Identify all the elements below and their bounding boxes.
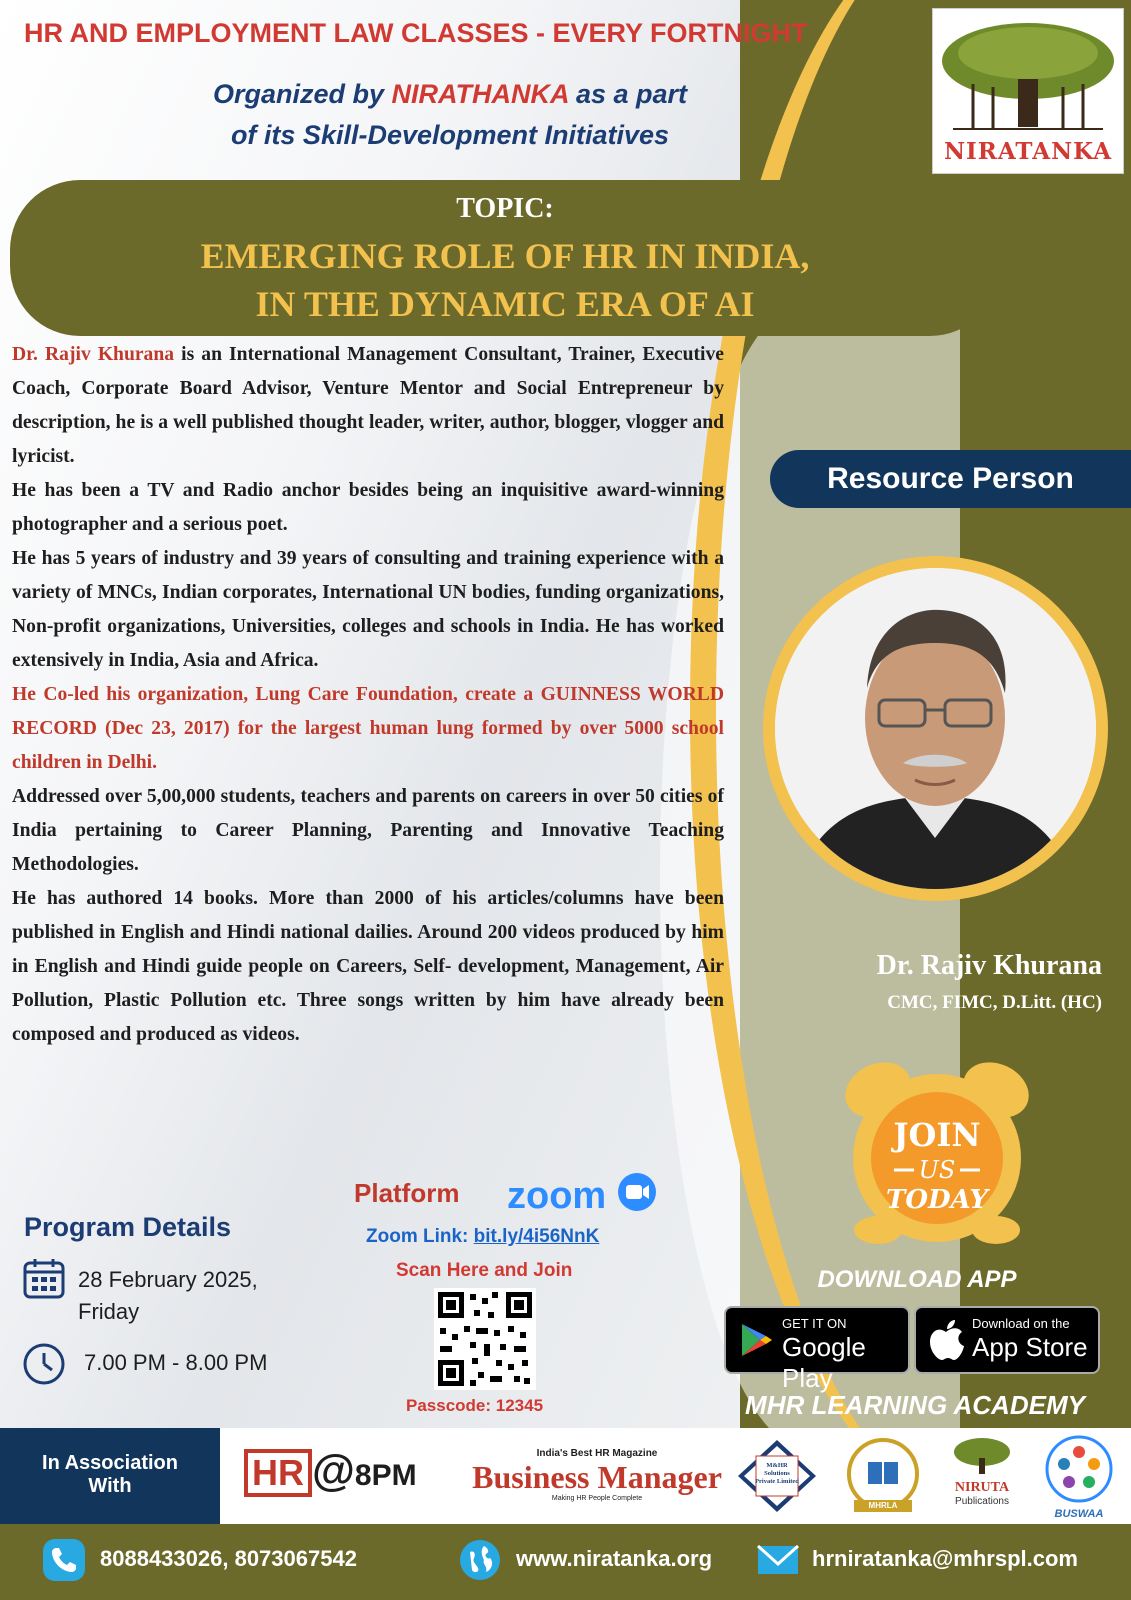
- google-play-small: GET IT ON: [782, 1316, 847, 1331]
- zoom-passcode: Passcode: 12345: [406, 1396, 544, 1415]
- mhrla-logo: [836, 1436, 930, 1518]
- niruta-name: NIRUTA: [954, 1480, 1010, 1495]
- zoom-logo: [507, 1172, 657, 1218]
- calendar-icon: [22, 1256, 66, 1300]
- bm-tagline: India's Best HR Magazine: [536, 1448, 658, 1459]
- footer-website[interactable]: www.niratanka.org: [516, 1546, 713, 1571]
- banyan-tree-icon: [933, 9, 1123, 139]
- platform-label: Platform: [354, 1178, 460, 1208]
- hr8pm-at: @: [312, 1446, 355, 1495]
- program-details-title: Program Details: [24, 1212, 232, 1242]
- bio-p1-text: is an International Management Consultant, Trainer, Executive Coach, Corporate Board Advisor, Venture Mentor and Social Entrepreneur by description, he is a well published thought leader, writer, author, blogger, vlogger and lyricist.: [12, 344, 724, 467]
- bio-paragraph: [12, 338, 724, 474]
- footer-phones[interactable]: 8088433026, 8073067542: [100, 1546, 357, 1571]
- bio-paragraph: Addressed over 5,00,000 students, teachers and parents on careers in over 50 cities of India pertaining to Career Planning, Parenting and Innovative Teaching Methodologies.: [12, 786, 724, 875]
- hr8pm-8pm: 8PM: [354, 1459, 417, 1492]
- bio-speaker-name: Dr. Rajiv Khurana: [12, 344, 175, 365]
- topic-title-line2: IN THE DYNAMIC ERA OF AI: [255, 284, 755, 324]
- association-label-line1: In Association: [42, 1452, 178, 1474]
- scan-instruction: Scan Here and Join: [396, 1260, 573, 1281]
- bio-paragraph: He has 5 years of industry and 39 years of consulting and training experience with a variety of MNCs, Indian corporates, International UN bodies, funding organizations, Non-profit organizations, Universities, colleges and schools in India. He has worked extensively in India, Asia and Africa.: [12, 548, 724, 671]
- buswaa-logo: [1040, 1434, 1118, 1520]
- program-date-line2: Friday: [78, 1299, 140, 1324]
- topic-title-line1: EMERGING ROLE OF HR IN INDIA,: [200, 236, 810, 276]
- topic-title: [10, 232, 1000, 328]
- footer-email[interactable]: hrniratanka@mhrspl.com: [812, 1546, 1078, 1571]
- niruta-tree-icon: [952, 1436, 1012, 1476]
- zoom-link-url[interactable]: bit.ly/4i56NnK: [473, 1226, 600, 1247]
- join-line2: US: [918, 1156, 956, 1184]
- clock-icon: [22, 1342, 66, 1386]
- zoom-link-label: Zoom Link:: [366, 1226, 469, 1247]
- association-label: [0, 1428, 220, 1524]
- hr-at-8pm-logo: [244, 1446, 417, 1497]
- organizer-name: NIRATHANKA: [391, 79, 569, 109]
- apple-icon: [926, 1318, 966, 1362]
- mhr-solutions-logo: [736, 1438, 818, 1514]
- organized-line2: of its Skill-Development Initiatives: [230, 120, 670, 150]
- logo-name: NIRATANKA: [943, 138, 1113, 165]
- niruta-logo: [940, 1436, 1024, 1507]
- niratanka-logo: [932, 8, 1124, 174]
- organized-suffix: as a part: [575, 79, 688, 109]
- organized-by: [150, 74, 750, 156]
- mhr-text: M&HR Solutions Private Limited: [755, 1462, 799, 1485]
- qr-code[interactable]: [434, 1288, 536, 1390]
- bio-paragraph: He has authored 14 books. More than 2000 of his articles/columns have been published in English and Hindi national dailies. Around 200 videos produced by him in English and Hindi guide people on Careers, Self- development, Management, Air Pollution, Plastic Pollution etc. Three songs written by him have already been composed and produced as videos.: [12, 888, 724, 1045]
- phone-icon: [42, 1538, 86, 1582]
- zoom-link[interactable]: [366, 1226, 599, 1248]
- resource-person-label: Resource Person: [827, 462, 1074, 495]
- globe-icon: [458, 1538, 502, 1582]
- google-play-icon: [736, 1320, 776, 1360]
- zoom-camera-icon: [617, 1172, 657, 1212]
- bm-subtitle: Making HR People Complete: [551, 1495, 643, 1502]
- bio-paragraph: He has been a TV and Radio anchor besides being an inquisitive award-winning photographer and a serious poet.: [12, 480, 724, 535]
- email-icon: [756, 1538, 800, 1582]
- bm-name: Business Manager: [472, 1459, 722, 1495]
- topic-label: TOPIC:: [456, 193, 554, 224]
- association-label-line2: With: [88, 1475, 132, 1497]
- app-store-small: Download on the: [972, 1316, 1070, 1331]
- resource-person-credentials: CMC, FIMC, D.Litt. (HC): [887, 992, 1102, 1013]
- program-time: 7.00 PM - 8.00 PM: [84, 1350, 268, 1375]
- organized-prefix: Organized by: [212, 79, 384, 109]
- qr-code-icon: [434, 1288, 536, 1390]
- buswaa-name: BUSWAA: [1054, 1508, 1104, 1520]
- join-line1: JOIN: [893, 1116, 981, 1154]
- academy-name: MHR LEARNING ACADEMY: [745, 1390, 1085, 1420]
- alarm-clock-icon: [838, 1050, 1036, 1248]
- hr8pm-hr: HR: [244, 1449, 312, 1497]
- bio-paragraph-record: He Co-led his organization, Lung Care Foundation, create a GUINNESS WORLD RECORD (Dec 23, 2017) for the largest human lung formed by over 5000 school children in Delhi.: [12, 684, 724, 773]
- app-store-button[interactable]: [914, 1306, 1100, 1374]
- speaker-photo: [775, 568, 1096, 889]
- google-play-big: Google Play: [782, 1332, 866, 1393]
- buswaa-emblem-icon: [1044, 1434, 1114, 1504]
- zoom-wordmark: zoom: [507, 1175, 607, 1217]
- speaker-portrait-icon: [775, 568, 1096, 889]
- app-store-big: App Store: [972, 1332, 1088, 1362]
- download-app-title: DOWNLOAD APP: [817, 1266, 1017, 1293]
- header-title: HR AND EMPLOYMENT LAW CLASSES - EVERY FORTNIGHT: [24, 18, 808, 48]
- mhrla-text: MHRLA: [868, 1501, 898, 1510]
- join-line3: TODAY: [886, 1185, 988, 1215]
- niruta-subtitle: Publications: [955, 1496, 1009, 1507]
- program-date: [78, 1264, 258, 1328]
- resource-person-name: Dr. Rajiv Khurana: [876, 950, 1102, 981]
- program-date-line1: 28 February 2025,: [78, 1267, 258, 1292]
- google-play-button[interactable]: [724, 1306, 910, 1393]
- speaker-bio: [12, 338, 724, 1052]
- business-manager-logo: [472, 1448, 722, 1502]
- join-us-today-badge: [838, 1050, 1036, 1248]
